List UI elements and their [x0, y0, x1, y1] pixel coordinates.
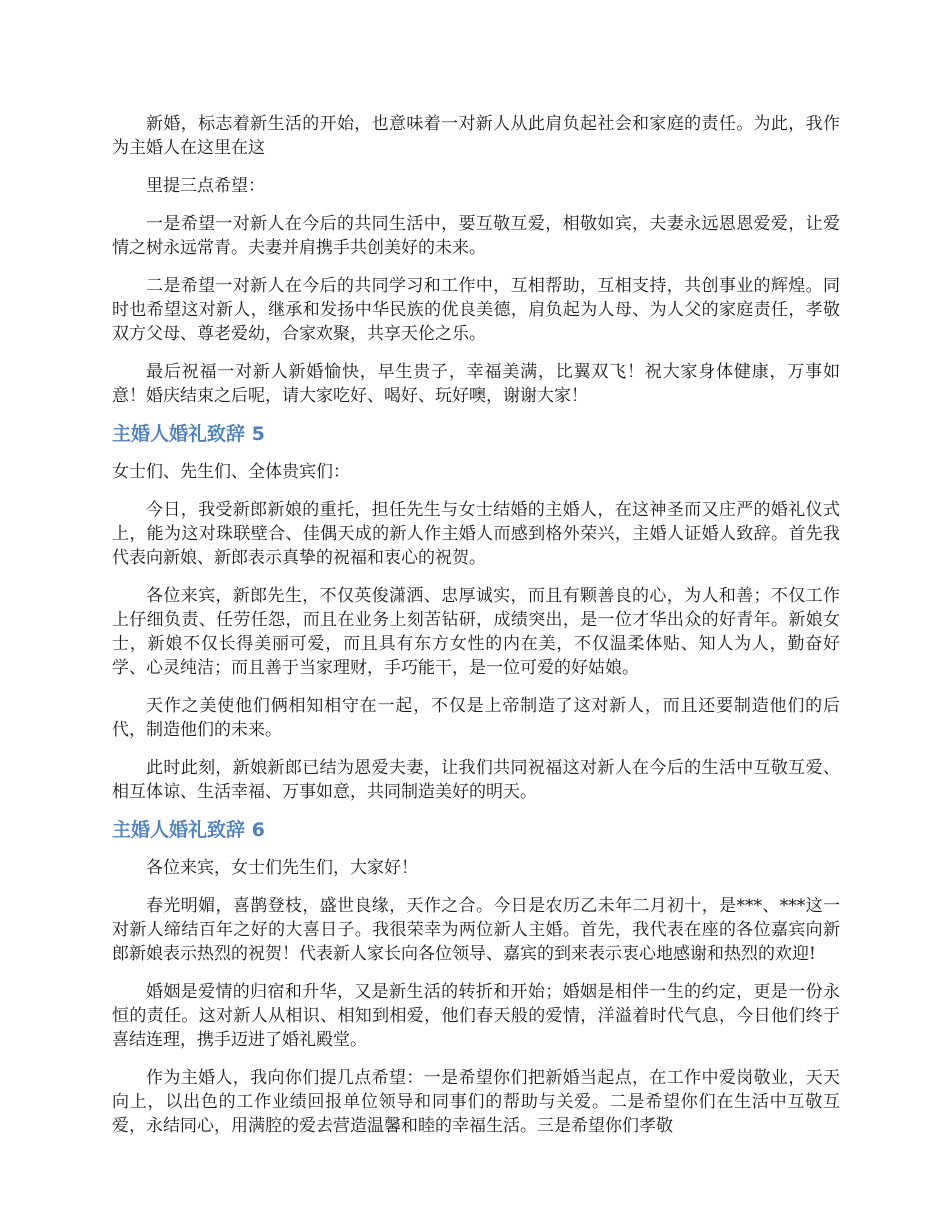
paragraph: 作为主婚人，我向你们提几点希望：一是希望你们把新婚当起点，在工作中爱岗敬业，天天向上，以出色的工作业绩回报单位领导和同事们的帮助与关爱。二是希望你们在生活中互敬互爱，永结同心，用满腔的爱去营造温馨和睦的幸福生活。三是希望你们孝敬: [112, 1068, 840, 1136]
paragraph: 新婚，标志着新生活的开始，也意味着一对新人从此肩负起社会和家庭的责任。为此，我作为主婚人在这里在这: [112, 114, 840, 158]
paragraph: 一是希望一对新人在今后的共同生活中，要互敬互爱，相敬如宾，夫妻永远恩恩爱爱，让爱情之树永远常青。夫妻并肩携手共创美好的未来。: [112, 214, 840, 258]
paragraph: 婚姻是爱情的归宿和升华，又是新生活的转折和开始；婚姻是相伴一生的约定，更是一份永恒的责任。这对新人从相识、相知到相爱，他们春天般的爱情，洋溢着时代气息，今日他们终于喜结连理，携手迈进了婚礼殿堂。: [112, 982, 840, 1050]
section-heading-5: 主婚人婚礼致辞 5: [112, 423, 265, 445]
paragraph: 各位来宾，新郎先生，不仅英俊潇洒、忠厚诚实，而且有颗善良的心，为人和善；不仅工作上仔细负责、任劳任怨，而且在业务上刻苦钻研，成绩突出，是一位才华出众的好青年。新娘女士，新娘不仅长得美丽可爱，而且具有东方女性的内在美，不仅温柔体贴、知人为人，勤奋好学、心灵纯洁；而且善于当家理财，手巧能干，是一位可爱的好姑娘。: [112, 586, 840, 678]
paragraph: 最后祝福一对新人新婚愉快，早生贵子，幸福美满，比翼双飞！祝大家身体健康，万事如意！婚庆结束之后呢，请大家吃好、喝好、玩好噢，谢谢大家！: [112, 362, 840, 406]
paragraph: 今日，我受新郎新娘的重托，担任先生与女士结婚的主婚人，在这神圣而又庄严的婚礼仪式上，能为这对珠联壁合、佳偶天成的新人作主婚人而感到格外荣兴，主婚人证婚人致辞。首先我代表向新娘、新郎表示真挚的祝福和衷心的祝贺。: [112, 500, 840, 568]
paragraph: 天作之美使他们俩相知相守在一起，不仅是上帝制造了这对新人，而且还要制造他们的后代，制造他们的未来。: [112, 696, 840, 740]
document-page: [112, 112, 840, 1152]
paragraph: 春光明媚，喜鹊登枝，盛世良缘，天作之合。今日是农历乙未年二月初十，是***、***这一对新人缔结百年之好的大喜日子。我很荣幸为两位新人主婚。首先，我代表在座的各位嘉宾向新郎新娘表示热烈的祝贺！代表新人家长向各位领导、嘉宾的到来表示衷心地感谢和热烈的欢迎!: [112, 896, 840, 964]
section-heading-6: 主婚人婚礼致辞 6: [112, 819, 265, 841]
greeting: 女士们、先生们、全体贵宾们：: [112, 462, 350, 482]
paragraph: 此时此刻，新娘新郎已结为恩爱夫妻，让我们共同祝福这对新人在今后的生活中互敬互爱、相互体谅、生活幸福、万事如意，共同制造美好的明天。: [112, 758, 840, 802]
paragraph: 里提三点希望：: [146, 176, 265, 196]
paragraph: 二是希望一对新人在今后的共同学习和工作中，互相帮助，互相支持，共创事业的辉煌。同时也希望这对新人，继承和发扬中华民族的优良美德，肩负起为人母、为人父的家庭责任，孝敬双方父母、尊老爱幼，合家欢聚，共享天伦之乐。: [112, 276, 840, 344]
paragraph: 各位来宾，女士们先生们，大家好！: [146, 858, 418, 878]
